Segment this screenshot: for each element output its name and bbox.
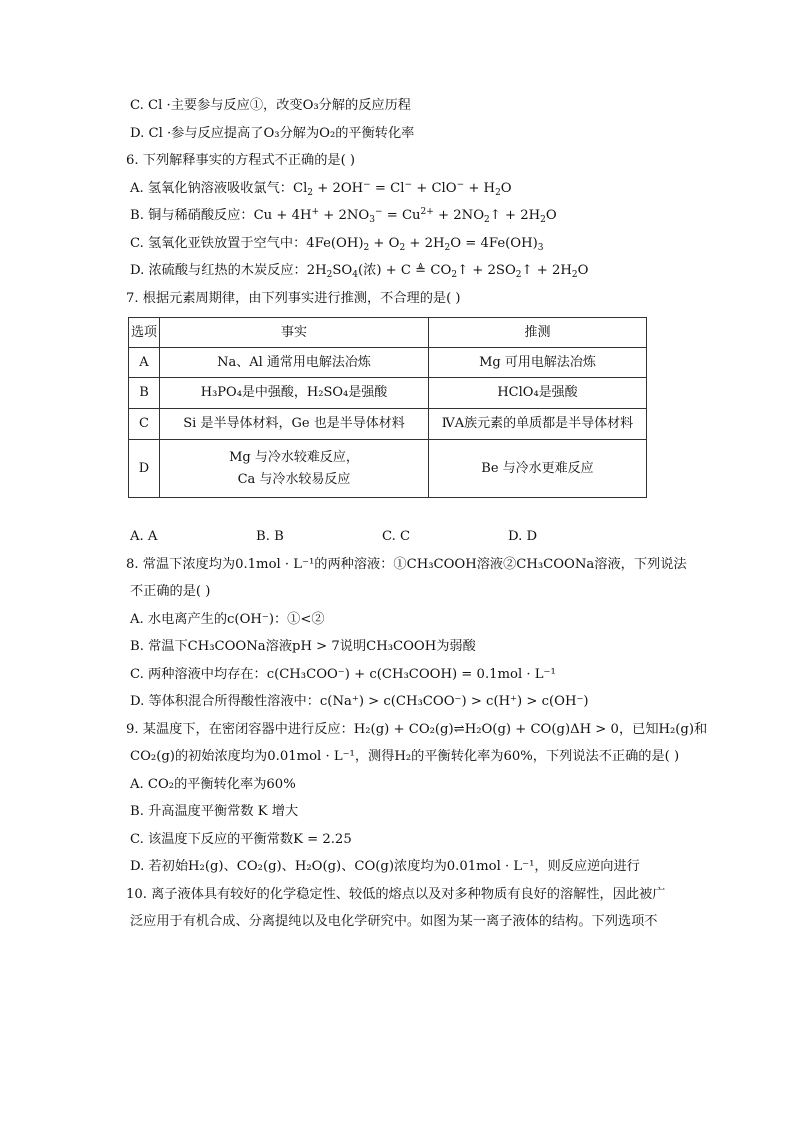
row-fact-line1: Mg 与冷水较难反应， [229,449,359,465]
q7-option-c: C. C [382,529,411,544]
q6-option-d [130,261,588,281]
q7-option-a: A. A [130,529,158,544]
q6-option-c-equation: $4Fe(OH)_2 + O_2 + 2H_2O = 4Fe(OH)_3$ [306,236,544,253]
q9-option-c: C. 该温度下反应的平衡常数K = 2.25 [130,832,352,847]
row-option: D [129,440,160,498]
q9-option-a: A. CO₂的平衡转化率为60% [130,777,296,792]
q7-stem: 7. 根据元素周期律，由下列事实进行推测，不合理的是( ) [126,291,461,306]
row-fact [160,440,429,498]
q6-option-b-equation: $Cu + 4H^+ + 2NO_3^- = Cu^{2+}$ + $2NO_2↑ + 2H_2O$ [253,207,557,225]
table-row [129,440,647,498]
q7-options [130,527,650,547]
row-guess: Be 与冷水更难反应 [429,440,647,498]
q8-option-c: C. 两种溶液中均存在：c(CH₃COO⁻) + c(CH₃COOH) = 0.1mol · L⁻¹ [130,667,556,682]
q9-stem-line2: CO₂(g)的初始浓度均为0.01mol · L⁻¹，测得H₂的平衡转化率为60%，下列说法不正确的是( ) [130,749,680,764]
q9-option-b: B. 升高温度平衡常数 K 增大 [130,804,299,819]
table-row [129,409,647,440]
q8-option-a: A. 水电离产生的c(OH⁻)：①<② [130,612,325,627]
q9-stem-line1: 9. 某温度下，在密闭容器中进行反应：H₂(g) + CO₂(g)⇌H₂O(g) + CO(g)ΔH > 0，已知H₂(g)和 [126,722,708,737]
row-fact: H₃PO₄是中强酸，H₂SO₄是强酸 [160,378,429,409]
row-option: B [129,378,160,409]
q6-option-c [130,234,544,254]
q7-option-d: D. D [508,529,538,544]
q7-option-b: B. B [256,529,284,544]
q9-option-d: D. 若初始H₂(g)、CO₂(g)、H₂O(g)、CO(g)浓度均为0.01mol · L⁻¹，则反应逆向进行 [130,859,640,874]
q8-option-b: B. 常温下CH₃COONa溶液pH > 7说明CH₃COOH为弱酸 [130,639,476,654]
q6-stem: 6. 下列解释事实的方程式不正确的是( ) [126,153,356,168]
header-fact: 事实 [160,318,429,348]
q10-stem-line1: 10. 离子液体具有较好的化学稳定性、较低的熔点以及对多种物质有良好的溶解性，因此被广 [126,887,666,902]
row-guess: ⅣA族元素的单质都是半导体材料 [429,409,647,440]
q8-stem-line1: 8. 常温下浓度均为0.1mol · L⁻¹的两种溶液：①CH₃COOH溶液②CH₃COONa溶液，下列说法 [126,557,687,572]
table-header-row [129,318,647,348]
header-option: 选项 [129,318,160,348]
q6-option-c-label: C. 氢氧化亚铁放置于空气中： [130,236,307,251]
q7-table [128,317,647,498]
row-guess: HClO₄是强酸 [429,378,647,409]
table-row [129,378,647,409]
row-option: A [129,348,160,378]
row-fact: Na、Al 通常用电解法冶炼 [160,348,429,378]
q6-option-d-label: D. 浓硫酸与红热的木炭反应： [130,263,307,278]
prev-option-c: C. Cl ·主要参与反应①，改变O₃分解的反应历程 [130,98,411,113]
q8-option-d: D. 等体积混合所得酸性溶液中：c(Na⁺) > c(CH₃COO⁻) > c(H⁺) > c(OH⁻) [130,694,589,709]
q6-option-b-label: B. 铜与稀硝酸反应： [130,208,254,223]
row-fact: Si 是半导体材料，Ge 也是半导体材料 [160,409,429,440]
q6-option-d-equation: $2H_2SO_4$(浓) + C ≜ $CO_2↑$ + $2SO_2↑ + 2H_2O$ [306,263,589,280]
q6-option-a-label: A. 氢氧化钠溶液吸收氯气： [130,181,293,196]
prev-option-d: D. Cl ·参与反应提高了O₃分解为O₂的平衡转化率 [130,126,415,141]
q10-stem-line2: 泛应用于有机合成、分离提纯以及电化学研究中。如图为某一离子液体的结构。下列选项不 [130,914,658,929]
header-guess: 推测 [429,318,647,348]
q6-option-a [130,179,512,199]
row-fact-line2: Ca 与冷水较易反应 [237,471,351,487]
q6-option-b [130,206,557,226]
q6-option-a-equation: $Cl_2 + 2OH^- = Cl^- + ClO^- + H_2O$ [292,180,512,198]
table-row [129,348,647,378]
q8-stem-line2: 不正确的是( ) [130,584,211,599]
row-guess: Mg 可用电解法冶炼 [429,348,647,378]
row-option: C [129,409,160,440]
